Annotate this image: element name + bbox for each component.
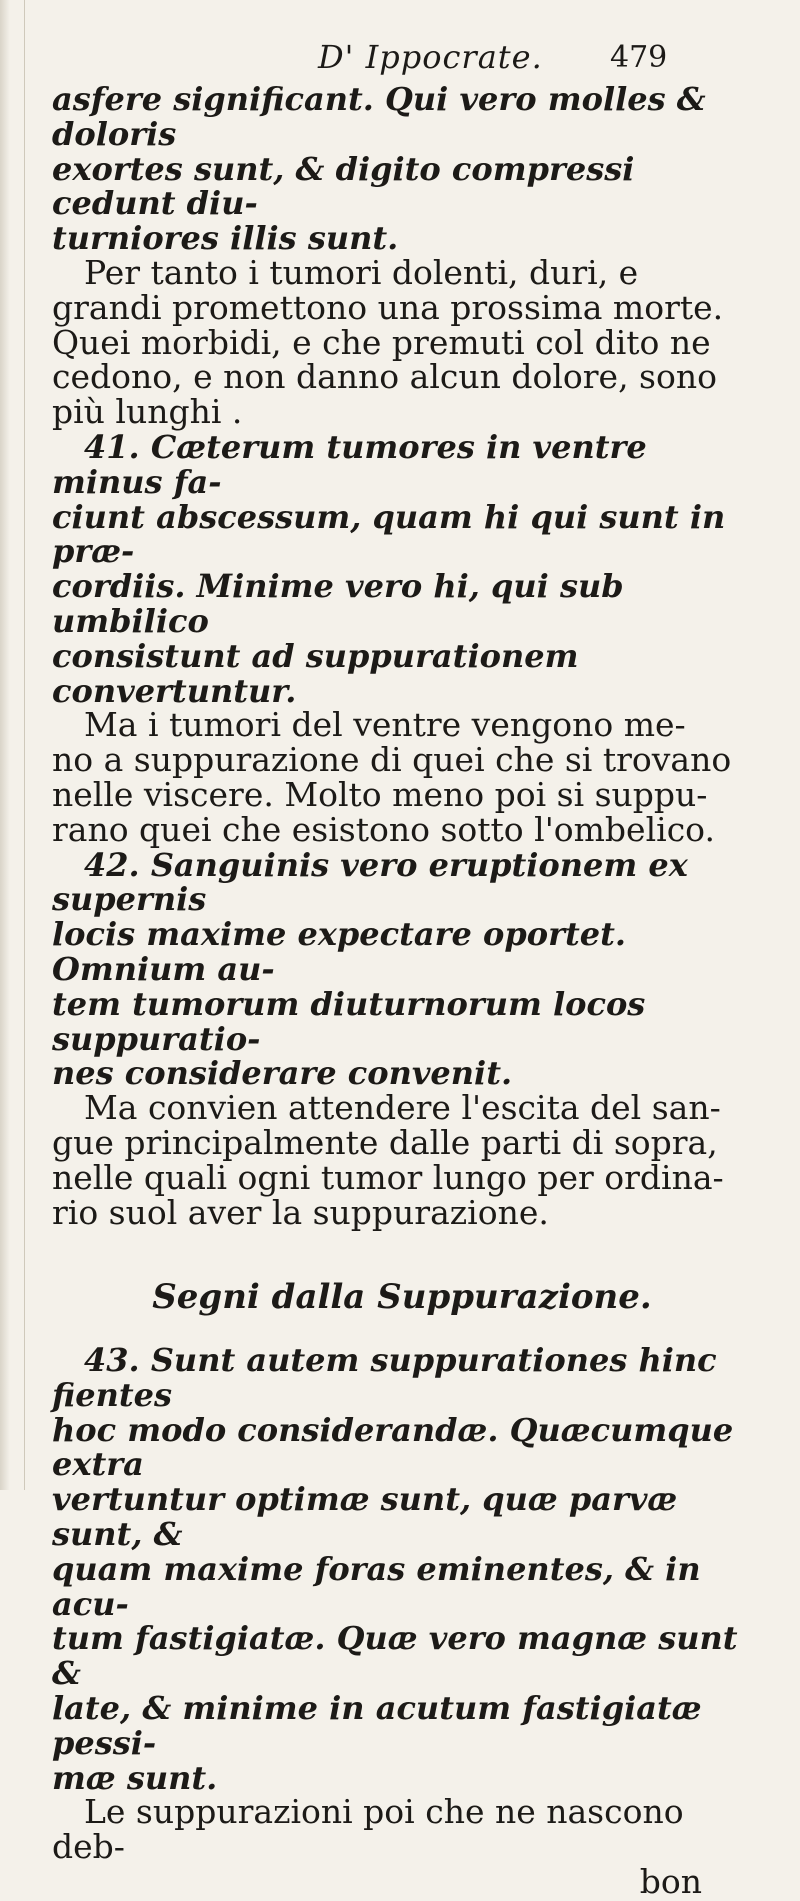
latin-line: tum fastigiatæ. Quæ vero magnæ sunt & [52, 1619, 738, 1693]
latin-line: 41. Cæterum tumores in ventre minus fa- [52, 427, 647, 501]
page-crease-line [24, 0, 25, 1490]
italian-line: Per tanto i tumori dolenti, duri, e [84, 252, 639, 292]
catchword: bon [639, 1862, 702, 1901]
latin-line: cordiis. Minime vero hi, qui sub umbilico [52, 567, 624, 640]
latin-line: vertuntur optimæ sunt, quæ parvæ sunt, & [52, 1480, 678, 1554]
latin-line: exortes sunt, & digito compressi cedunt diu- [52, 149, 635, 223]
italian-line: Quei morbidi, e che premuti col dito ne [52, 322, 711, 362]
latin-line: quam maxime foras eminentes, & in acu- [52, 1549, 701, 1623]
italian-line: Le suppurazioni poi che ne nascono deb- [52, 1792, 684, 1867]
italian-line: rio suol aver la suppurazione. [52, 1192, 549, 1232]
latin-line: ciunt abscessum, quam hi qui sunt in præ- [52, 497, 726, 571]
italian-line: gue principalmente dalle parti di sopra, [52, 1122, 718, 1162]
latin-line: locis maxime expectare oportet. Omnium au- [52, 915, 626, 988]
page-number: 479 [610, 40, 668, 75]
latin-line: asfere significant. Qui vero molles & doloris [52, 80, 706, 153]
latin-line: tem tumorum diuturnorum locos suppuratio- [52, 984, 646, 1058]
latin-line: mæ sunt. [52, 1758, 218, 1797]
italian-line: nelle quali ogni tumor lungo per ordina- [52, 1157, 724, 1197]
latin-line: turniores illis sunt. [52, 219, 399, 258]
italian-line: più lunghi . [52, 392, 243, 432]
italian-line: Ma convien attendere l'escita del san- [84, 1088, 721, 1128]
latin-line: 43. Sunt autem suppurationes hinc fientes [52, 1341, 717, 1414]
italian-line: nelle viscere. Molto meno poi si suppu- [52, 774, 708, 814]
page-body [52, 82, 752, 1900]
page-gutter-shadow [0, 0, 10, 1490]
italian-line: cedono, e non danno alcun dolore, sono [52, 357, 717, 397]
latin-line: 42. Sanguinis vero eruptionem ex supernis [52, 845, 688, 919]
latin-line: consistunt ad suppurationem convertuntur. [52, 636, 579, 710]
section-heading: Segni dalla Suppurazione. [152, 1277, 652, 1318]
running-head: D' Ippocrate. [318, 38, 543, 76]
latin-line: nes considerare convenit. [52, 1054, 513, 1093]
page-header [40, 32, 780, 80]
latin-line: hoc modo considerandæ. Quæcumque extra [52, 1410, 734, 1484]
italian-line: rano quei che esistono sotto l'ombelico. [52, 809, 715, 849]
latin-line: late, & minime in acutum fastigiatæ pessi- [52, 1689, 702, 1762]
italian-line: no a suppurazione di quei che si trovano [52, 740, 732, 780]
italian-line: grandi promettono una prossima morte. [52, 287, 724, 327]
italian-line: Ma i tumori del ventre vengono me- [84, 705, 686, 745]
